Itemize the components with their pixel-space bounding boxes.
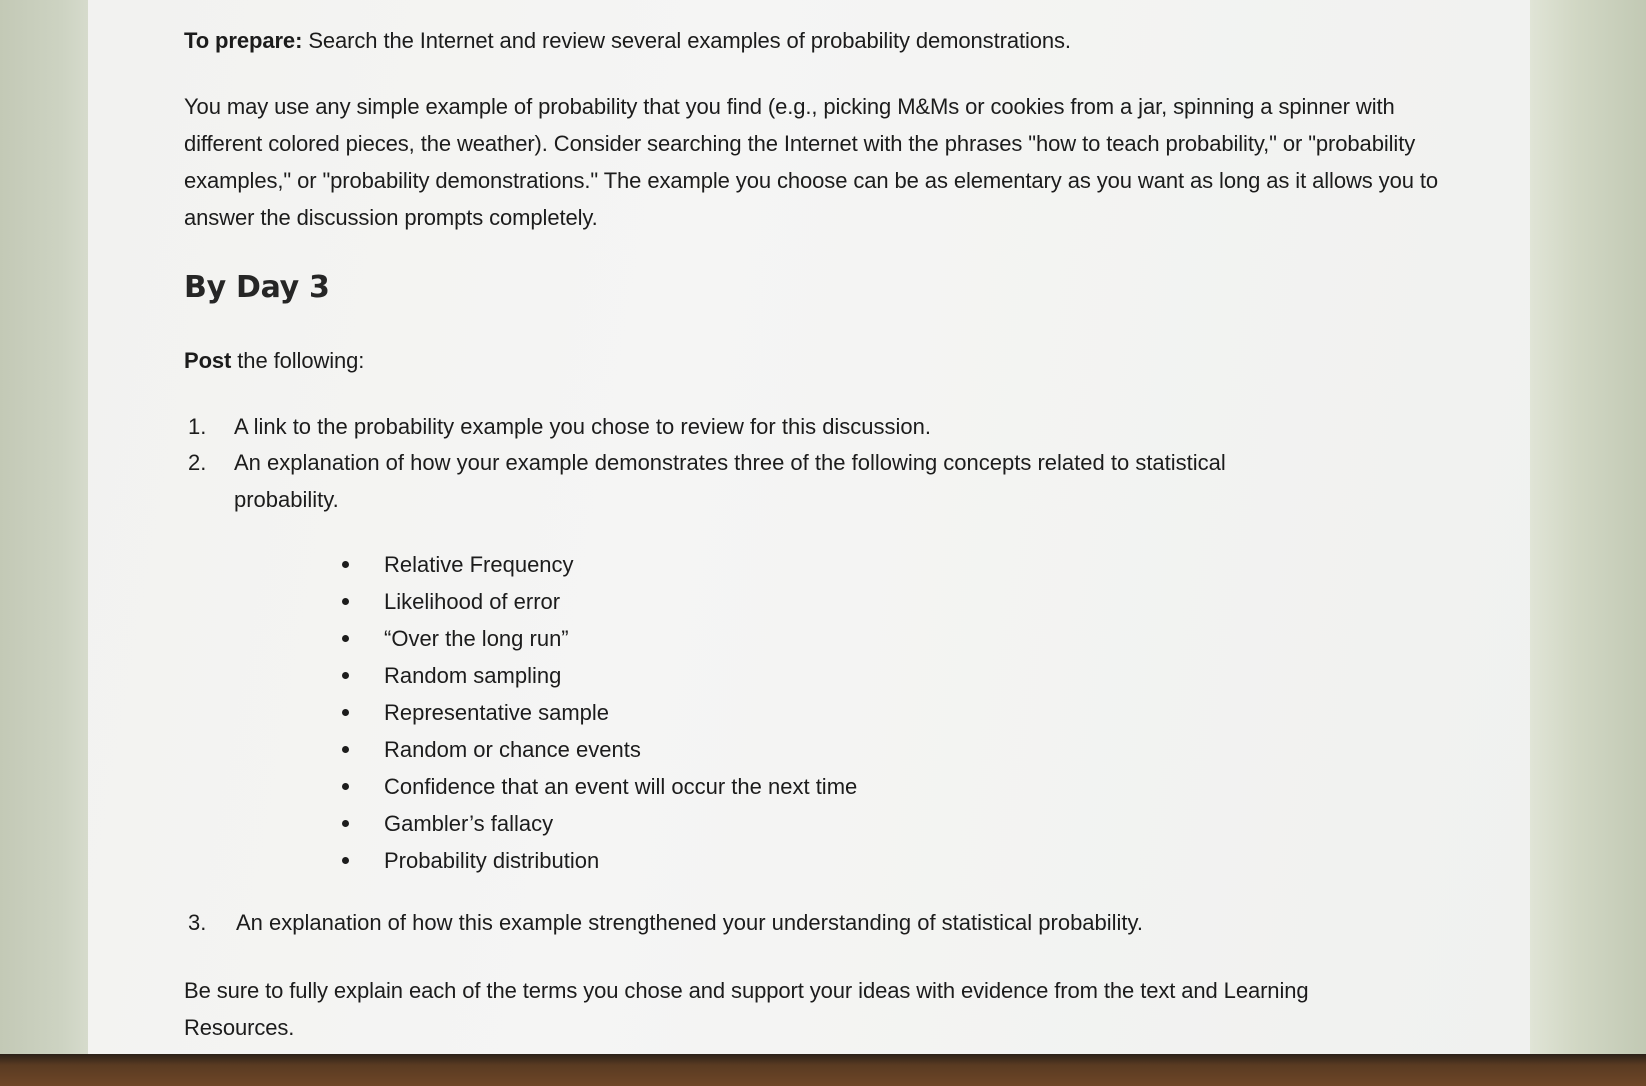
intro-paragraph: You may use any simple example of probability that you find (e.g., picking M&Ms or cookies from a jar, spinning a spinner with different colored pieces, the weather). Consider searching the Internet with the phrases "how to teach probability," or "probability examples," or "probability demonstrations." The example you choose can be as elementary as you want as long as it allows you to answer the discussion prompts completely. <box>184 94 1438 230</box>
post-label: Post <box>184 348 232 373</box>
prepare-text: Search the Internet and review several examples of probability demonstrations. <box>308 28 1071 53</box>
prepare-label: To prepare <box>184 28 296 53</box>
assignment-page <box>88 0 1530 1056</box>
step-number: 1. <box>188 414 207 439</box>
step-text: An explanation of how this example strengthened your understanding of statistical probability. <box>236 910 1144 935</box>
concept-item: Gambler’s fallacy <box>238 805 857 842</box>
concept-item: Random sampling <box>238 657 857 694</box>
concept-item: Representative sample <box>238 694 857 731</box>
monitor-bezel-bottom <box>0 1054 1646 1086</box>
step-number: 3. <box>188 910 207 935</box>
concept-item: Probability distribution <box>238 842 857 879</box>
step-text: A link to the probability example you chose to review for this discussion. <box>234 414 932 439</box>
closing-paragraph: Be sure to fully explain each of the terms you chose and support your ideas with evidence from the text and Learning Resources. <box>184 978 1309 1040</box>
concept-item: “Over the long run” <box>238 620 857 657</box>
monitor-bezel-right <box>1530 0 1646 1058</box>
concept-item: Confidence that an event will occur the next time <box>238 768 857 805</box>
concept-item: Random or chance events <box>238 731 857 768</box>
prepare-paragraph: To prepare: Search the Internet and review several examples of probability demonstrations. <box>184 28 1071 53</box>
concept-item: Likelihood of error <box>238 583 857 620</box>
monitor-bezel-left <box>0 0 88 1058</box>
concepts-list <box>238 546 857 879</box>
post-text: the following: <box>237 348 365 373</box>
step-number: 2. <box>188 450 207 475</box>
day-heading: By Day 3 <box>184 270 330 305</box>
step-text: An explanation of how your example demonstrates three of the following concepts related to statistical probability. <box>234 450 1226 512</box>
post-instruction <box>184 342 1474 379</box>
concept-item: Relative Frequency <box>238 546 857 583</box>
